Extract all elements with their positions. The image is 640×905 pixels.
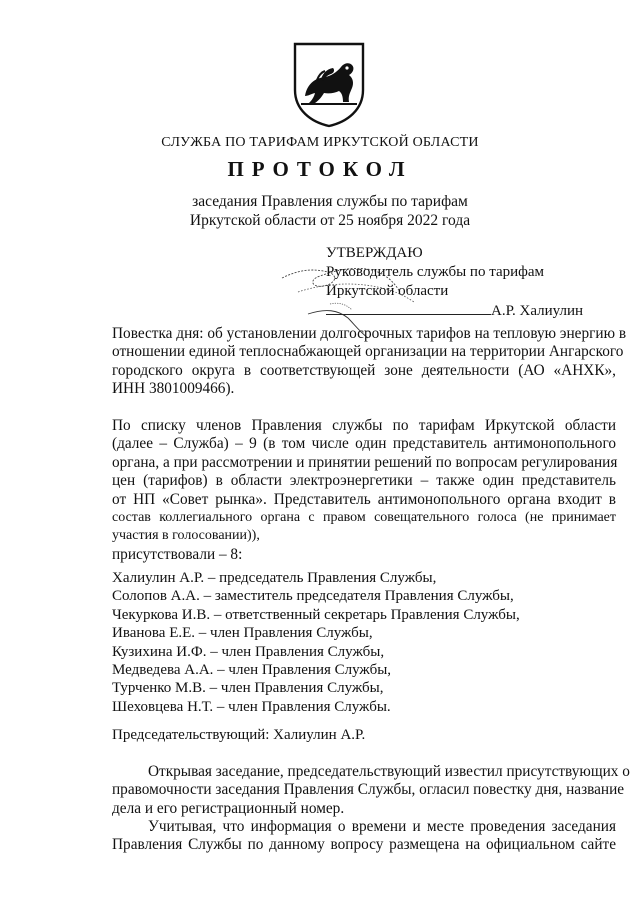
opening-line: Открывая заседание, председательствующий известил присутствующих о bbox=[148, 763, 630, 780]
attendees-list bbox=[112, 569, 520, 716]
attendee-item: Иванова Е.Е. – член Правления Службы, bbox=[112, 625, 373, 642]
attendee-item: Турченко М.В. – член Правления Службы, bbox=[112, 680, 384, 697]
members-line: (далее – Служба) – 9 (в том числе один представитель антимонопольного bbox=[112, 435, 616, 453]
agenda-line: отношении единой теплоснабжающей организации на территории Ангарского bbox=[112, 343, 624, 361]
subtitle-line: заседания Правления службы по тарифам bbox=[192, 193, 468, 210]
members-line: от НП «Совет рынка». Представитель антимонопольного органа входит в bbox=[112, 490, 616, 508]
members-line: По списку членов Правления службы по тарифам Иркутской области bbox=[112, 417, 616, 434]
attendee-item: Шеховцева Н.Т. – член Правления Службы. bbox=[112, 698, 391, 715]
attendee-item: Чекуркова И.В. – ответственный секретарь Правления Службы, bbox=[112, 606, 520, 623]
attendee-item: Кузихина И.Ф. – член Правления Службы, bbox=[112, 643, 385, 660]
members-line: присутствовали – 8: bbox=[112, 545, 243, 563]
members-line: органа, а при рассмотрении и принятии решений по вопросам регулирования bbox=[112, 453, 618, 471]
approval-region: Иркутской области bbox=[326, 283, 449, 299]
attendee-item: Медведева А.А. – член Правления Службы, bbox=[112, 662, 392, 679]
document-subtitle bbox=[160, 192, 500, 230]
opening-paragraph bbox=[112, 763, 630, 818]
subtitle-line: Иркутской области от 25 ноября 2022 года bbox=[189, 212, 471, 229]
agenda-paragraph bbox=[112, 325, 627, 399]
organization-name: СЛУЖБА ПО ТАРИФАМ ИРКУТСКОЙ ОБЛАСТИ bbox=[161, 135, 479, 150]
members-line: цен (тарифов) в области электроэнергетики – также один представитель bbox=[112, 472, 616, 490]
agenda-line: городского округа в соответствующей зоне деятельности (АО «АНХК», bbox=[112, 361, 616, 379]
opening-line: правомочности заседания Правления Службы, огласил повестку дня, название bbox=[112, 781, 625, 799]
attendee-item: Халиулин А.Р. – председатель Правления Службы, bbox=[112, 570, 437, 586]
opening-line: дела и его регистрационный номер. bbox=[112, 799, 345, 817]
coat-of-arms-emblem bbox=[291, 40, 367, 128]
considering-line: Правления Службы по данному вопросу размещена на официальном сайте bbox=[112, 836, 616, 854]
chairperson-line: Председательствующий: Халиулин А.Р. bbox=[112, 727, 366, 743]
members-line: состав коллегиального органа с правом совещательного голоса (не принимает bbox=[112, 510, 616, 526]
approval-block bbox=[326, 244, 583, 321]
agenda-line: Повестка дня: об установлении долгосрочных тарифов на тепловую энергию в bbox=[112, 325, 627, 342]
approval-heading: УТВЕРЖДАЮ bbox=[326, 245, 423, 261]
approval-signer: А.Р. Халиулин bbox=[491, 303, 584, 319]
members-paragraph bbox=[112, 417, 616, 564]
coat-of-arms-icon bbox=[291, 40, 367, 128]
considering-paragraph bbox=[112, 818, 616, 855]
attendee-item: Солопов А.А. – заместитель председателя Правления Службы, bbox=[112, 588, 514, 605]
members-line: участия в голосовании)), bbox=[112, 528, 260, 544]
approval-position: Руководитель службы по тарифам bbox=[326, 264, 545, 280]
signature-line bbox=[326, 301, 491, 315]
approval-signature-row bbox=[326, 301, 583, 321]
document-title: ПРОТОКОЛ bbox=[227, 157, 413, 181]
considering-line: Учитывая, что информация о времени и месте проведения заседания bbox=[148, 818, 616, 835]
agenda-line: ИНН 3801009466). bbox=[112, 380, 235, 398]
